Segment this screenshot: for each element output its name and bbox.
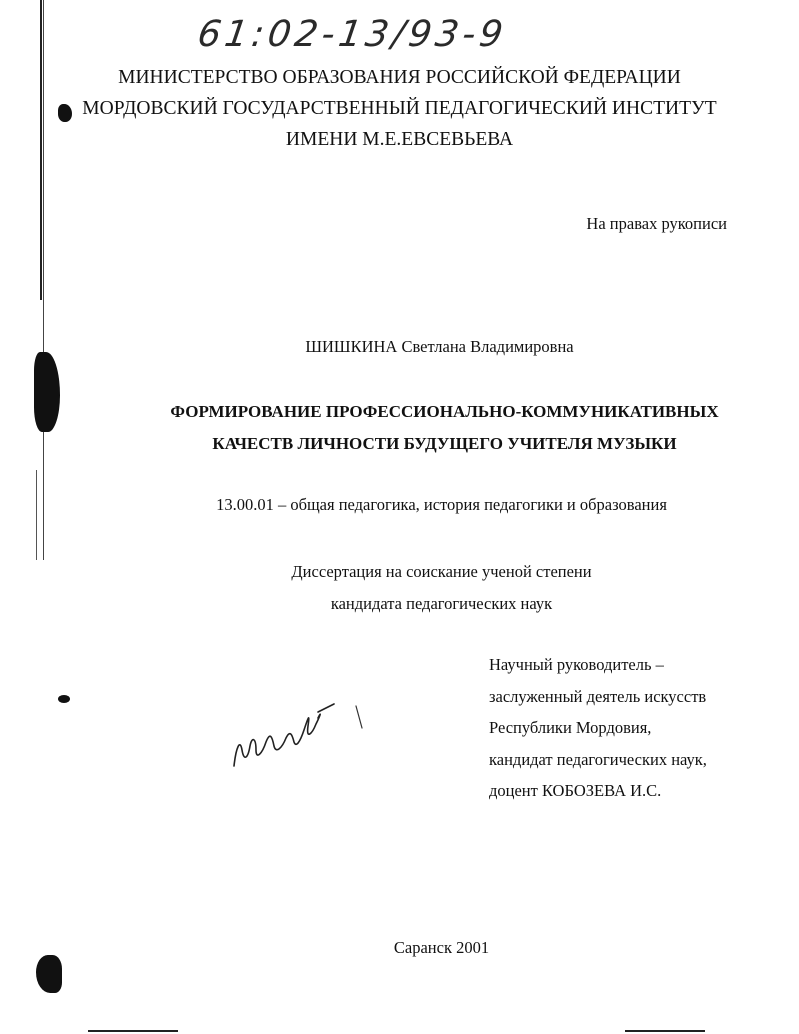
scan-bottom-line: [625, 1030, 705, 1032]
ministry-line-3: ИМЕНИ М.Е.ЕВСЕВЬЕВА: [285, 129, 514, 150]
ministry-line-2: МОРДОВСКИЙ ГОСУДАРСТВЕННЫЙ ПЕДАГОГИЧЕСКИЙ ИНСТИТУТ: [82, 98, 717, 119]
city-and-year: Саранск 2001: [393, 938, 490, 957]
scan-blob: [36, 955, 62, 993]
specialty-code: 13.00.01 – общая педагогика, история педагогики и образования: [216, 495, 667, 514]
scan-bottom-line: [88, 1030, 178, 1032]
supervisor-line-1: Научный руководитель –: [489, 655, 664, 674]
degree-line-1: Диссертация на соискание ученой степени: [291, 562, 592, 581]
supervisor-block: [489, 649, 707, 807]
rights-note: На правах рукописи: [586, 214, 727, 233]
author-name: ШИШКИНА Светлана Владимировна: [305, 337, 574, 356]
ministry-line-1: МИНИСТЕРСТВО ОБРАЗОВАНИЯ РОССИЙСКОЙ ФЕДЕРАЦИИ: [118, 67, 681, 88]
ministry-header: [0, 62, 799, 155]
scan-blob: [58, 695, 70, 703]
dissertation-title: [0, 396, 799, 460]
supervisor-line-4: кандидат педагогических наук,: [489, 749, 707, 769]
supervisor-line-3: Республики Мордовия,: [489, 718, 652, 737]
degree-line-2: кандидата педагогических наук: [330, 594, 553, 613]
title-line-2: КАЧЕСТВ ЛИЧНОСТИ БУДУЩЕГО УЧИТЕЛЯ МУЗЫКИ: [212, 434, 677, 453]
archive-number: 61:02-13/93-9: [195, 14, 510, 55]
scan-edge-line: [36, 470, 37, 560]
handwritten-signature: [226, 688, 366, 778]
supervisor-line-2: заслуженный деятель искусств: [489, 686, 707, 706]
degree-statement: [0, 556, 799, 620]
title-line-1: ФОРМИРОВАНИЕ ПРОФЕССИОНАЛЬНО-КОММУНИКАТИВНЫХ: [170, 402, 719, 421]
supervisor-line-5: доцент КОБОЗЕВА И.С.: [489, 781, 662, 800]
